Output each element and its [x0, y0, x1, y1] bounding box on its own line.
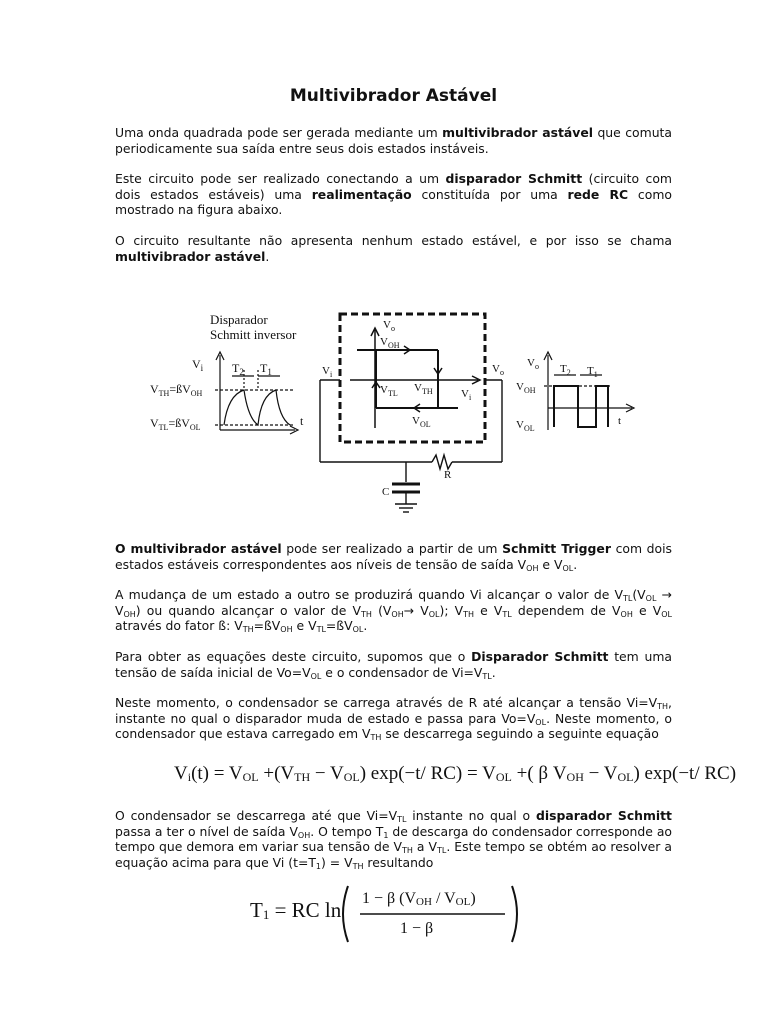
svg-text:VTL — [380, 384, 398, 398]
p8-text-a: O condensador se descarrega até que Vi=V — [115, 808, 398, 823]
fig-vi-left: V — [192, 357, 201, 371]
eq1-e: +( β V — [511, 763, 567, 784]
p5-sub-k: TH — [242, 625, 254, 635]
fig-vo-output-sub: o — [499, 368, 504, 377]
svg-text:Vi — [192, 357, 204, 373]
p7-sub-b: OL — [535, 717, 547, 727]
fig-t-axis-left: t — [300, 414, 304, 428]
p1-text-a: Uma onda quadrada pode ser gerada mediante um — [115, 125, 443, 140]
input-waveform — [215, 352, 298, 434]
eq1-f-sub: OL — [617, 770, 634, 784]
p4-sub-ol: OL — [562, 563, 574, 573]
p7-text-d: se descarrega seguindo a seguinte equação — [381, 726, 659, 742]
fig-vtl-eq-rhs: =ßV — [168, 416, 190, 430]
fig-vol-right: V — [516, 419, 524, 431]
p5-sub-m: TL — [316, 625, 326, 635]
eq1-b: +(V — [258, 763, 295, 784]
fig-t-axis-right: t — [618, 415, 622, 427]
p8-sub-f: TH — [401, 846, 413, 856]
svg-text:T1 — [587, 365, 598, 379]
figure-title-line1: Disparador — [210, 312, 268, 327]
fig-vth-eq-rhs-sub: OH — [190, 389, 203, 398]
paragraph-2 — [115, 171, 672, 218]
p7-text-c: . Neste momento, o condensador que estava carregado em V — [115, 710, 672, 742]
p6-text-c: tem uma tensão de saída inicial de Vo=V — [115, 649, 673, 680]
fig-vtl-box: V — [380, 384, 388, 396]
p8-text-j: resultando — [363, 854, 434, 870]
fig-vo-right-sub: o — [534, 362, 539, 371]
svg-text:VTH=ßVOH — [150, 382, 203, 398]
fig-vtl-eq-sub: TL — [158, 423, 169, 432]
fig-vth-box: V — [414, 382, 422, 394]
p8-sub-g: TL — [437, 846, 447, 856]
p3-text-c: . — [265, 248, 270, 264]
p6-sub-c: OL — [310, 671, 322, 681]
eq1-c: − V — [310, 763, 344, 784]
svg-text:VOH — [380, 336, 400, 350]
fig-t1-left: T — [260, 361, 268, 375]
figure-title-line2: Schmitt inversor — [210, 327, 297, 342]
fig-vtl-eq: V — [150, 416, 159, 430]
p8-text-d: passa a ter o nível de saída V — [115, 823, 298, 839]
fig-voh-right: V — [516, 381, 524, 393]
p5-sub-j: OL — [661, 609, 672, 619]
p5-text-l: =ßV — [253, 618, 281, 634]
p6-bold-disparador: Disparador Schmitt — [471, 649, 609, 664]
p8-bold-disparador: disparador Schmitt — [535, 808, 672, 823]
p5-sub-h: TL — [502, 609, 512, 619]
fig-vo-right: V — [527, 357, 535, 369]
svg-text:T1 — [260, 361, 272, 377]
p5-sub-d: TH — [361, 609, 372, 619]
p6-sub-d: TL — [482, 671, 492, 681]
p5-text-c: → V — [115, 587, 672, 618]
fig-voh-box-sub: OH — [387, 341, 400, 350]
page-title: Multivibrador Astável — [289, 86, 498, 106]
p6-text-e: . — [491, 664, 496, 680]
eq1-e-sub: OH — [566, 770, 584, 784]
p7-text-a: Neste momento, o condensador se carrega através de R até alcançar a tensão Vi=V — [115, 695, 658, 710]
svg-text:T2 — [232, 361, 244, 377]
svg-text:Vo — [383, 319, 395, 333]
svg-text:Vo — [492, 363, 504, 377]
fig-vi-box: V — [461, 388, 469, 400]
p4-sub-oh: OH — [526, 563, 539, 573]
p8-sub-e: 1 — [383, 830, 389, 840]
eq1-b-sub: TH — [294, 770, 311, 784]
fig-t2-right: T — [560, 363, 567, 375]
p8-text-g: a V — [412, 839, 437, 855]
fig-vo-box-sub: o — [390, 324, 395, 333]
paragraph-4 — [115, 541, 672, 572]
p2-text-g: como mostrado na figura abaixo. — [115, 186, 672, 218]
equation-1 — [174, 763, 736, 785]
p5-text-a: A mudança de um estado a outro se produzirá quando Vi alcançar o valor de V — [115, 587, 623, 602]
p4-text-e: e V — [538, 556, 563, 572]
eq2-num: 1 − β (V — [362, 890, 417, 907]
paragraph-5 — [115, 587, 672, 634]
p6-text-a: Para obter as equações deste circuito, supomos que o — [115, 649, 472, 664]
p8-text-b: instante no qual o — [406, 808, 536, 823]
p5-text-i: dependem de V — [511, 602, 621, 618]
paragraph-7 — [115, 695, 672, 742]
fig-r-label: R — [444, 469, 452, 481]
svg-text:Vo — [527, 357, 539, 371]
paragraph-8 — [115, 808, 672, 870]
fig-vo-output: V — [492, 363, 500, 375]
p8-text-f: de descarga do condensador corresponde ao tempo que demora em variar sua tensão de V — [115, 823, 673, 855]
fig-vi-box-sub: i — [468, 393, 472, 402]
eq2-num-sub1: OH — [416, 896, 432, 908]
p5-text-o: . — [363, 618, 368, 634]
fig-voh-box: V — [380, 336, 388, 348]
fig-c-label: C — [382, 486, 390, 498]
paragraph-6 — [115, 649, 672, 680]
equation-2 — [250, 884, 530, 944]
svg-text:VTH — [414, 382, 433, 396]
svg-text:VTL=ßVOL — [150, 416, 201, 432]
fig-voh-right-sub: OH — [523, 386, 536, 395]
fig-vtl-eq-rhs-sub: OL — [189, 423, 201, 432]
eq2-num-sub2: OL — [455, 896, 471, 908]
eq2-t: T — [250, 898, 263, 922]
eq1-a: (t) = V — [191, 763, 243, 784]
p1-bold-term: multivibrador astável — [442, 125, 593, 140]
p7-text-b: , instante no qual o disparador muda de estado e passa para Vo=V — [115, 695, 672, 726]
p2-text-a: Este circuito pode ser realizado conectando a um — [115, 171, 446, 186]
eq2-t-sub: 1 — [262, 907, 270, 922]
p3-text-a: O circuito resultante não apresenta nenhum estado estável, e por isso se chama — [115, 233, 672, 248]
p5-text-d: ) ou quando alcançar o valor de V — [135, 602, 362, 618]
fig-vth-eq-rhs: =ßV — [169, 382, 191, 396]
p5-text-n: =ßV — [325, 618, 353, 634]
eq1-vi-sub: i — [187, 770, 192, 784]
schmitt-astable-figure — [140, 300, 640, 520]
svg-text:T2 — [560, 363, 571, 377]
eq1-g: ) exp(−t/ RC) — [633, 763, 737, 784]
p5-text-j: e V — [632, 602, 662, 618]
p4-text-d: com dois estados estáveis correspondentes aos níveis de tensão de saída V — [115, 541, 672, 572]
p5-sub-g: TH — [463, 609, 475, 619]
p5-text-h: e V — [474, 602, 503, 618]
eq1-a-sub: OL — [242, 770, 259, 784]
p5-sub-c: OH — [123, 609, 136, 619]
rc-feedback-network — [320, 380, 502, 512]
eq1-c-sub: OL — [343, 770, 360, 784]
p2-text-e: constituída por uma — [411, 186, 568, 202]
fig-t1-right-sub: 1 — [593, 370, 598, 379]
fig-vi-input-sub: i — [329, 370, 333, 379]
p5-sub-n: OL — [352, 625, 364, 635]
p5-text-g: ); V — [439, 602, 464, 618]
fig-vth-eq: V — [150, 382, 159, 396]
p5-text-e: (V — [371, 602, 392, 618]
paragraph-3 — [115, 233, 672, 264]
fig-vtl-box-sub: TL — [387, 389, 398, 398]
p5-sub-f: OL — [428, 609, 440, 619]
p5-sub-a: TL — [623, 594, 633, 603]
p5-text-b: (V — [632, 587, 646, 602]
p7-sub-c: TH — [370, 733, 382, 743]
svg-text:Vi — [461, 388, 472, 402]
p8-text-e: . O tempo T — [310, 823, 384, 839]
eq1-d: ) exp(−t/ RC) = V — [359, 763, 496, 784]
eq2-num-end: ) — [470, 890, 476, 907]
svg-text:VOL — [412, 415, 431, 429]
p4-bold-schmitt-trigger: Schmitt Trigger — [502, 541, 611, 556]
p4-text-f: . — [573, 556, 578, 572]
p8-text-i: ) = V — [321, 854, 353, 870]
p2-bold-schmitt: disparador Schmitt — [445, 171, 583, 186]
eq2-num-mid: / V — [431, 890, 456, 907]
p5-text-m: e V — [292, 618, 317, 634]
fig-t1-right: T — [587, 365, 594, 377]
p2-bold-rede-rc: rede RC — [567, 186, 629, 202]
p4-text-b: pode ser realizado a partir de um — [281, 541, 503, 556]
p4-bold-multivibrador: O multivibrador astável — [115, 541, 282, 556]
p5-sub-b: OL — [645, 594, 657, 603]
p6-text-d: e o condensador de Vi=V — [321, 664, 483, 680]
eq1-f: − V — [583, 763, 618, 784]
fig-vol-box-sub: OL — [419, 420, 431, 429]
p8-sub-i: TH — [352, 861, 364, 871]
eq2-rc-ln: = RC ln — [269, 898, 342, 922]
fig-t1-left-sub: 1 — [267, 367, 272, 377]
fig-vth-eq-sub: TH — [158, 389, 170, 398]
fig-vol-box: V — [412, 415, 420, 427]
eq1-vi: V — [174, 763, 188, 784]
p1-text-c: que comuta periodicamente sua saída entre seus dois estados instáveis. — [115, 125, 673, 156]
hysteresis-plot — [350, 328, 480, 428]
svg-text:VOH — [516, 381, 536, 395]
fig-vi-input: V — [322, 365, 330, 377]
fig-vi-left-sub: i — [200, 363, 204, 373]
fig-t2-left-sub: 2 — [239, 367, 244, 377]
p8-sub-d: OH — [297, 830, 311, 840]
p8-sub-a: TL — [397, 815, 407, 824]
eq2-den: 1 − β — [400, 920, 434, 937]
p5-sub-l: OH — [280, 625, 293, 635]
svg-text:Vi — [322, 365, 333, 379]
p3-bold-term: multivibrador astável — [115, 248, 266, 264]
p7-sub-a: TH — [657, 702, 669, 711]
paragraph-1 — [115, 125, 672, 156]
fig-t2-left: T — [232, 361, 240, 375]
fig-vol-right-sub: OL — [523, 424, 535, 433]
p8-text-h: . Este tempo se obtém ao resolver a equação acima para que Vi (t=T — [115, 839, 672, 870]
p5-text-k: através do fator ß: V — [115, 618, 243, 634]
fig-vth-box-sub: TH — [421, 387, 433, 396]
fig-vo-box: V — [383, 319, 391, 331]
eq1-d-sub: OL — [495, 770, 512, 784]
p2-text-c: (circuito com dois estados estáveis) uma — [115, 171, 672, 202]
p5-sub-e: OH — [391, 609, 404, 619]
p5-text-f: → V — [403, 602, 429, 618]
p5-sub-i: OH — [620, 609, 633, 619]
p8-sub-h: 1 — [315, 861, 321, 871]
fig-t2-right-sub: 2 — [566, 368, 571, 377]
svg-text:VOL — [516, 419, 535, 433]
p2-bold-realimentacao: realimentação — [311, 186, 412, 202]
